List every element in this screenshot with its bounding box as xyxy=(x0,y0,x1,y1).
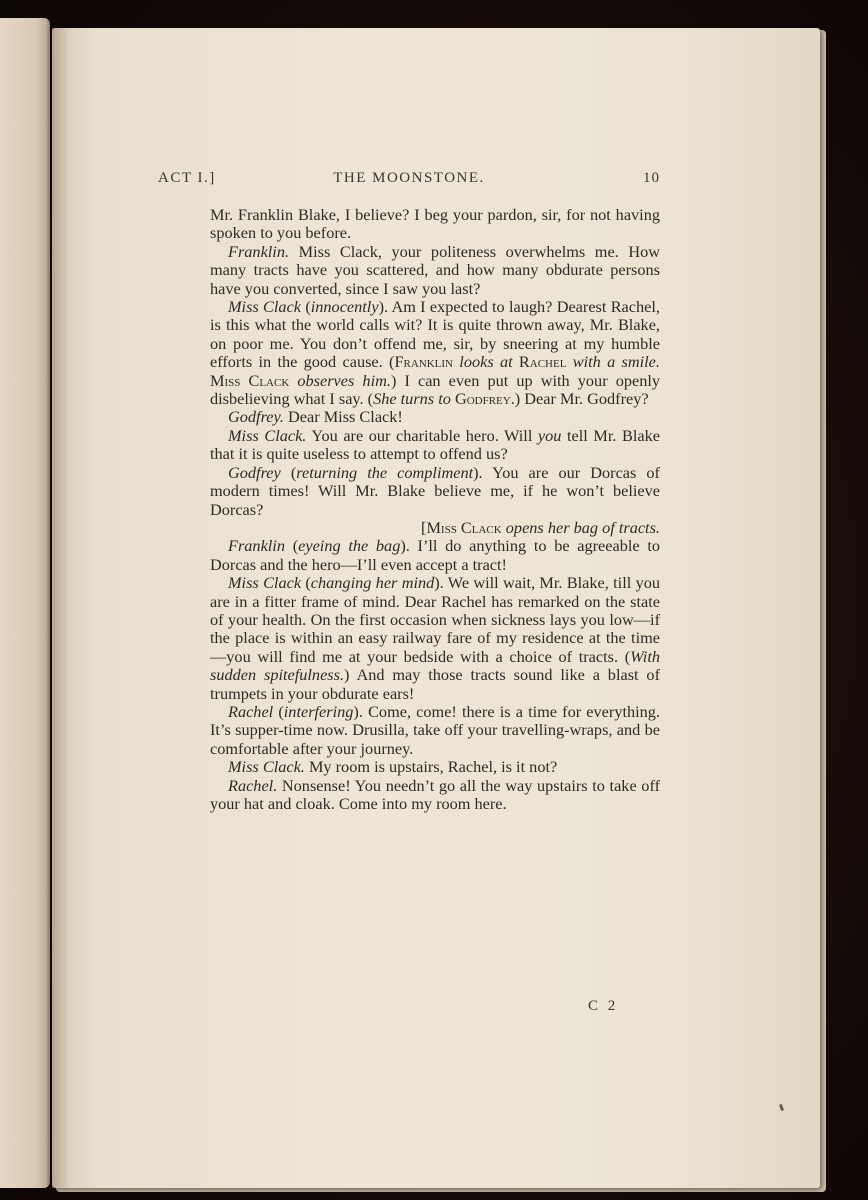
italic-run: Miss Clack. xyxy=(228,757,305,777)
text-run: Miss Clack, your politeness overwhelms me. How many tracts have you scattered, and how many obdurate persons have you converted, since I saw you last? xyxy=(210,241,660,298)
italic-run: opens her bag of tracts. xyxy=(505,517,660,537)
dialogue-paragraph xyxy=(210,408,660,426)
small-caps-run: Godfrey xyxy=(454,389,511,409)
italic-run: with a smile. xyxy=(572,352,660,372)
dialogue-paragraph xyxy=(210,777,660,814)
italic-run: Miss Clack. xyxy=(228,425,307,445)
text-run: ) I can even put up with your openly disbelieving what I say. ( xyxy=(210,370,661,409)
italic-run: Godfrey. xyxy=(228,407,284,427)
dialogue-paragraph xyxy=(210,464,660,519)
text-run: You are our charitable hero. Will xyxy=(306,425,538,445)
text-run: Dear Miss Clack! xyxy=(283,407,403,427)
text-run: ( xyxy=(273,701,284,721)
small-caps-run: Miss Clack xyxy=(426,517,502,537)
dialogue-paragraph xyxy=(210,758,660,776)
italic-run: interfering xyxy=(283,701,354,721)
italic-run: With sudden spitefulness. xyxy=(210,646,660,685)
italic-run: returning the compliment xyxy=(296,462,474,482)
italic-run: innocently xyxy=(310,297,379,317)
text-run: ( xyxy=(301,573,311,593)
text-run: ). Come, come! there is a time for everything. It’s supper-time now. Drusilla, take off your travelling-wraps, and be comfortable after your journey. xyxy=(210,701,660,758)
italic-run: Godfrey xyxy=(228,462,281,482)
dialogue-paragraph xyxy=(210,537,660,574)
text-run: [ xyxy=(421,517,427,537)
text-run: ( xyxy=(301,297,311,317)
italic-run: Miss Clack xyxy=(228,573,302,593)
italic-run: Miss Clack xyxy=(228,297,302,317)
page-number: 10 xyxy=(643,170,660,186)
dialogue-paragraph xyxy=(210,574,660,703)
text-run: My room is upstairs, Rachel, is it not? xyxy=(304,757,558,777)
dialogue-paragraph xyxy=(210,206,660,243)
dialogue-paragraph xyxy=(210,243,660,298)
italic-run: you xyxy=(537,425,562,445)
text-run: ). You are our Dorcas of modern times! Will Mr. Blake believe me, if he won’t believe Dorcas? xyxy=(210,462,660,519)
small-caps-run: Franklin xyxy=(394,352,453,372)
act-label: ACT I.] xyxy=(158,170,216,186)
text-run: ( xyxy=(280,462,297,482)
text-run: Mr. Franklin Blake, I believe? I beg your pardon, sir, for not having spoken to you before. xyxy=(210,205,660,243)
small-caps-run: Miss Clack xyxy=(210,370,290,390)
text-run: ). Am I expected to laugh? Dearest Rachel, is this what the world calls wit? It is quite thrown away, Mr. Blake, on poor me. You don’t offend me, sir, by sneering at my humble efforts in the good cause. ( xyxy=(210,297,660,372)
dialogue-paragraph xyxy=(210,427,660,464)
running-header xyxy=(158,170,660,192)
dialogue-paragraph xyxy=(210,703,660,758)
gutter-shadow xyxy=(52,28,70,1188)
text-run: .) Dear Mr. Godfrey? xyxy=(510,389,649,409)
running-title: THE MOONSTONE. xyxy=(333,170,485,186)
stage-direction xyxy=(210,519,660,537)
italic-run: Rachel. xyxy=(228,775,278,795)
italic-run: changing her mind xyxy=(310,573,435,593)
text-run: ). We will wait, Mr. Blake, till you are in a fitter frame of mind. Dear Rachel has remarked on the state of your health. On the first occasion when sickness lays you low—if the place is within an easy railway fare of my residence at the time—you will find me at your bedside with a choice of tracts. ( xyxy=(210,573,660,666)
text-run: tell Mr. Blake that it is quite useless to attempt to offend us? xyxy=(210,425,660,464)
play-text xyxy=(210,206,660,813)
italic-run: She turns to xyxy=(373,389,451,409)
signature-mark: C 2 xyxy=(588,998,619,1014)
text-run: ) And may those tracts sound like a blast of trumpets in your obdurate ears! xyxy=(210,665,660,703)
italic-run: Franklin. xyxy=(228,241,290,261)
dialogue-paragraph xyxy=(210,298,660,408)
text-run: ). I’ll do anything to be agreeable to Dorcas and the hero—I’ll even accept a tract! xyxy=(210,536,661,574)
italic-run: Rachel xyxy=(228,701,274,721)
text-run: ( xyxy=(284,536,299,556)
left-page-edge xyxy=(0,18,50,1188)
italic-run: observes him. xyxy=(297,370,391,390)
text-run: Nonsense! You needn’t go all the way upstairs to take off your hat and cloak. Come into my room here. xyxy=(210,775,660,813)
italic-run: eyeing the bag xyxy=(298,536,401,556)
italic-run: looks at xyxy=(459,352,513,372)
small-caps-run: Rachel xyxy=(518,352,567,372)
italic-run: Franklin xyxy=(228,536,285,556)
